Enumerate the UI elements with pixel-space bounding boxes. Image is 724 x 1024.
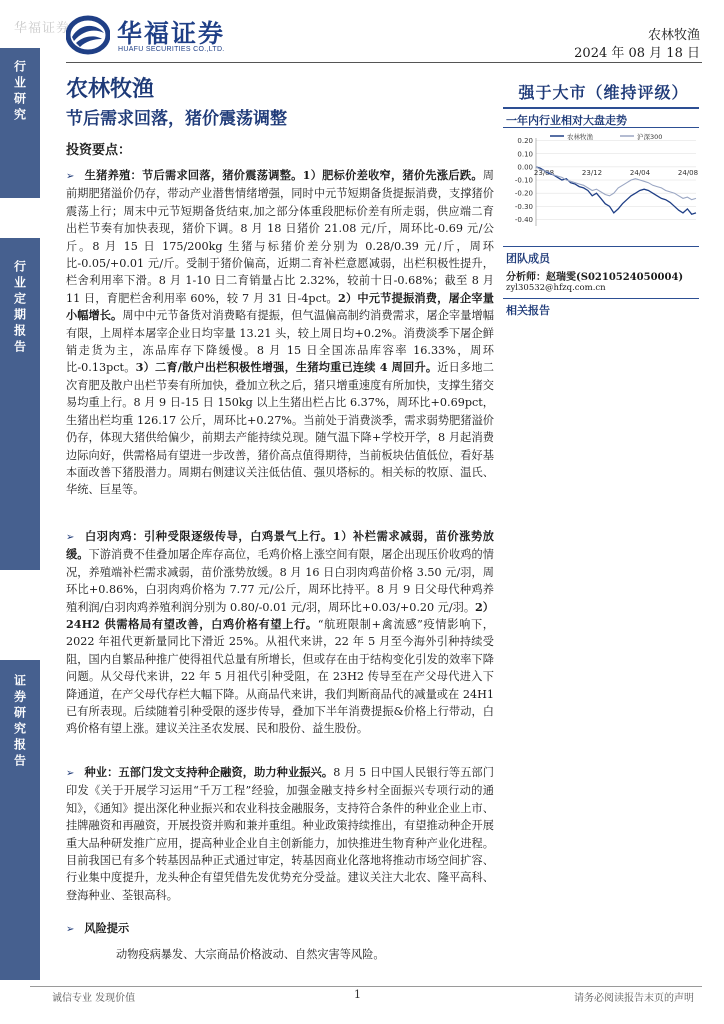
chart-x-tick-label: 23/12 (581, 168, 603, 177)
bullet-arrow-icon: ➢ (66, 171, 75, 182)
section-lead: 白羽肉鸡：引种受限逐级传导，白鸡景气上行。1）补栏需求减弱，苗价涨势放缓。 (66, 529, 494, 562)
section-body: 周前期肥猪溢价仍存，带动产业潜售情绪增强，同时中元节短期备货提振消费，支撑猪价震荡上行；周末中元节短期备货结束,加之部分体重段肥标价差有所走弱，供应端二育出栏节奏有加快表现，猪价下调。8 月 18 日猪价 21.08 元/斤，周环比-0.69 元/公斤。8 月 15 日 175/200kg 生猪与标猪价差分别为 0.28/0.39 元/斤，周环比-0.05/+0.01 元/斤。受制于猪价偏高，近期二育补栏意愿减弱，出栏积极性提升，栏舍利用率下滑。8 月 1-10 日二育销量占比 2.32%，较前十日-0.68%；截至 8 月 11 日，育肥栏舍利用率 60%，较 7 月 31 日-4pct。 (66, 169, 494, 305)
rating-divider (503, 107, 699, 109)
report-title: 农林牧渔 (66, 77, 155, 102)
sidebar-block-industry-research (0, 48, 40, 198)
chart-svg (506, 130, 700, 238)
sidebar-label: 行业研究 (12, 60, 27, 124)
investment-points-heading: 投资要点： (66, 143, 132, 158)
chart-heading-divider (503, 127, 699, 128)
analyst-email: zyl30532@hfzq.com.cn (506, 283, 606, 293)
section-body: “航班限制+禽流感”疫情影响下，2022 年祖代更新量同比下滑近 25%。从祖代来讲，22 年 5 月至今海外引种持续受阻，国内自繁品种推广使得祖代总量有所增长，但或存在由于结构变化引发的效率下降问题。从父母代来讲，22 年 5 月祖代引种受阻，在 23H2 传导至在产父母代进入下降通道，在产父母代存栏大幅下降。从商品代来讲，我们判断商品代的减量或在 24H1 已有所表现。后续随着引种受限的逐步传导，叠加下半年消费提振&价格上行带动，白鸡价格有望上涨。建议关注圣农发展、民和股份、益生股份。 (66, 618, 494, 736)
watermark-text: 华福证券 (14, 21, 71, 36)
section-subhead: 2）中元节提振消费，屠企宰量小幅增长。 (66, 290, 494, 323)
analyst-line (506, 268, 683, 283)
sidebar-block-periodic-report (0, 238, 40, 570)
chart-legend-label: 沪深300 (637, 133, 663, 141)
footer-slogan: 诚信专业 发现价值 (52, 993, 136, 1004)
rating-label: 强于大市（维持评级） (518, 83, 689, 102)
chart-y-tick-label: 0.10 (517, 150, 533, 159)
bullet-arrow-icon: ➢ (66, 924, 75, 935)
section-body: 下游消费不佳叠加屠企库存高位，毛鸡价格上涨空间有限，屠企出现压价收鸡的情况，养殖端补栏需求减弱，苗价涨势放缓。8 月 16 日白羽肉鸡苗价格 3.50 元/羽，周环比+0.86%，白羽肉鸡价格为 7.77 元/公斤，周环比持平。8 月 9 日父母代种鸡养殖利润/白羽肉鸡养殖利润分别为 0.80/-0.01 元/羽，周环比+0.03/+0.20 元/羽。 (66, 548, 494, 614)
company-logo (66, 13, 256, 59)
section-subhead: 2）24H2 供需格局有望改善，白鸡价格有望上行。 (66, 599, 494, 632)
risk-text: 动物疫病暴发、大宗商品价格波动、自然灾害等风险。 (116, 948, 385, 961)
footer-divider (30, 986, 702, 987)
page-number: 1 (354, 988, 361, 1001)
section-hog-farming (66, 167, 494, 499)
header-date: 2024 年 08 月 18 日 (574, 46, 700, 61)
chart-y-tick-label: -0.10 (514, 176, 533, 185)
section-risk (66, 920, 494, 938)
chart-heading: 一年内行业相对大盘走势 (506, 114, 627, 127)
section-subhead: 3）二育/散户出栏积极性增强，生猪均重已连续 4 周回升。 (135, 360, 438, 375)
chart-y-tick-label: 0.00 (517, 163, 533, 172)
analyst-label: 分析师： (506, 272, 546, 283)
chart-x-tick-label: 24/04 (629, 168, 651, 177)
logo-mark-icon (66, 15, 110, 55)
chart-x-tick-label: 23/08 (533, 168, 555, 177)
header-industry: 农林牧渔 (647, 28, 700, 43)
report-subtitle: 节后需求回落，猪价震荡调整 (66, 109, 287, 129)
chart-y-tick-label: -0.40 (514, 215, 533, 224)
logo-text-en: HUAFU SECURITIES CO.,LTD. (118, 46, 225, 53)
bullet-arrow-icon: ➢ (66, 768, 75, 779)
sidebar-label: 证券研究报告 (12, 674, 27, 770)
team-divider (503, 246, 699, 247)
analyst-name: 赵瑞雯(S0210524050004) (546, 272, 684, 283)
section-body: 8 月 5 日中国人民银行等五部门印发《关于开展学习运用“千万工程”经验，加强金融支持乡村全面振兴专项行动的通知》，《通知》提出深化种业振兴和农业科技金融服务，支持符合条件的种业企业上市、挂牌融资和再融资，开展投资并购和兼并重组。种业政策持续推出，有望推动种企开展重大品种研发推广应用，提高种业企业自主创新能力，加快推进生物育种产业化进程。目前我国已有多个转基因品种正式通过审定，转基因商业化落地将推动市场空间扩容、行业集中度提升，龙头种企有望凭借先发优势充分受益。建议关注大北农、隆平高科、登海种业、荃银高科。 (66, 766, 494, 902)
chart-y-tick-label: 0.20 (517, 137, 533, 146)
section-body: 近日多地二次育肥及散户出栏节奏有所加快，叠加立秋之后，猪只增重速度有所加快，支撑生猪交易均重上行。8 月 9 日-15 日 150kg 以上生猪出栏占比 6.37%，周环比+0.69pct，生猪出栏均重 126.17 公斤，周环比+0.27%。当前处于消费淡季，需求弱势肥猪溢价仍存，体现大猪供给偏少，前期去产能持续兑现。随气温下降+学校开学，8 月起消费边际向好，供需格局有望进一步改善，猪价高点值得期待，当前板块估值低位，看好基本面改善下猪股潜力。周期右侧建议关注低估值、强贝塔标的。相关标的牧原、温氏、华统、巨星等。 (66, 361, 494, 497)
section-body: 周中中元节备货对消费略有提振，但气温偏高制约消费需求，屠企宰量增幅有限，上周样本屠宰企业日均宰量 13.21 头，较上周日均+0.2%。消费淡季下屠企鲜销走货为主，冻品库存下降缓慢。8 月 15 日全国冻品库容率 16.33%，周环比-0.13pct。 (66, 309, 494, 375)
section-seed-industry (66, 764, 494, 904)
logo-text-cn: 华福证券 (117, 19, 226, 48)
chart-legend-label: 农林牧渔 (567, 133, 593, 141)
chart-y-tick-label: -0.30 (514, 202, 533, 211)
section-lead: 生猪养殖：节后需求回落，猪价震荡调整。1）肥标价差收窄，猪价先涨后跌。 (84, 168, 483, 182)
chart-y-tick-label: -0.20 (514, 189, 533, 198)
section-lead: 种业：五部门发文支持种企融资，助力种业振兴。 (84, 765, 334, 779)
sidebar-label: 行业定期报告 (12, 260, 27, 356)
footer-disclaimer: 请务必阅读报告末页的声明 (574, 993, 694, 1004)
related-divider (503, 298, 699, 299)
team-heading: 团队成员 (506, 252, 550, 265)
section-lead: 风险提示 (84, 921, 130, 935)
section-broiler-chicken (66, 528, 494, 738)
sidebar-block-securities-report (0, 660, 40, 980)
header-divider (66, 62, 702, 63)
bullet-arrow-icon: ➢ (66, 532, 75, 543)
relative-performance-chart (506, 130, 700, 238)
chart-series-line (533, 167, 699, 200)
related-reports-heading: 相关报告 (506, 304, 550, 317)
chart-x-tick-label: 24/08 (677, 168, 699, 177)
